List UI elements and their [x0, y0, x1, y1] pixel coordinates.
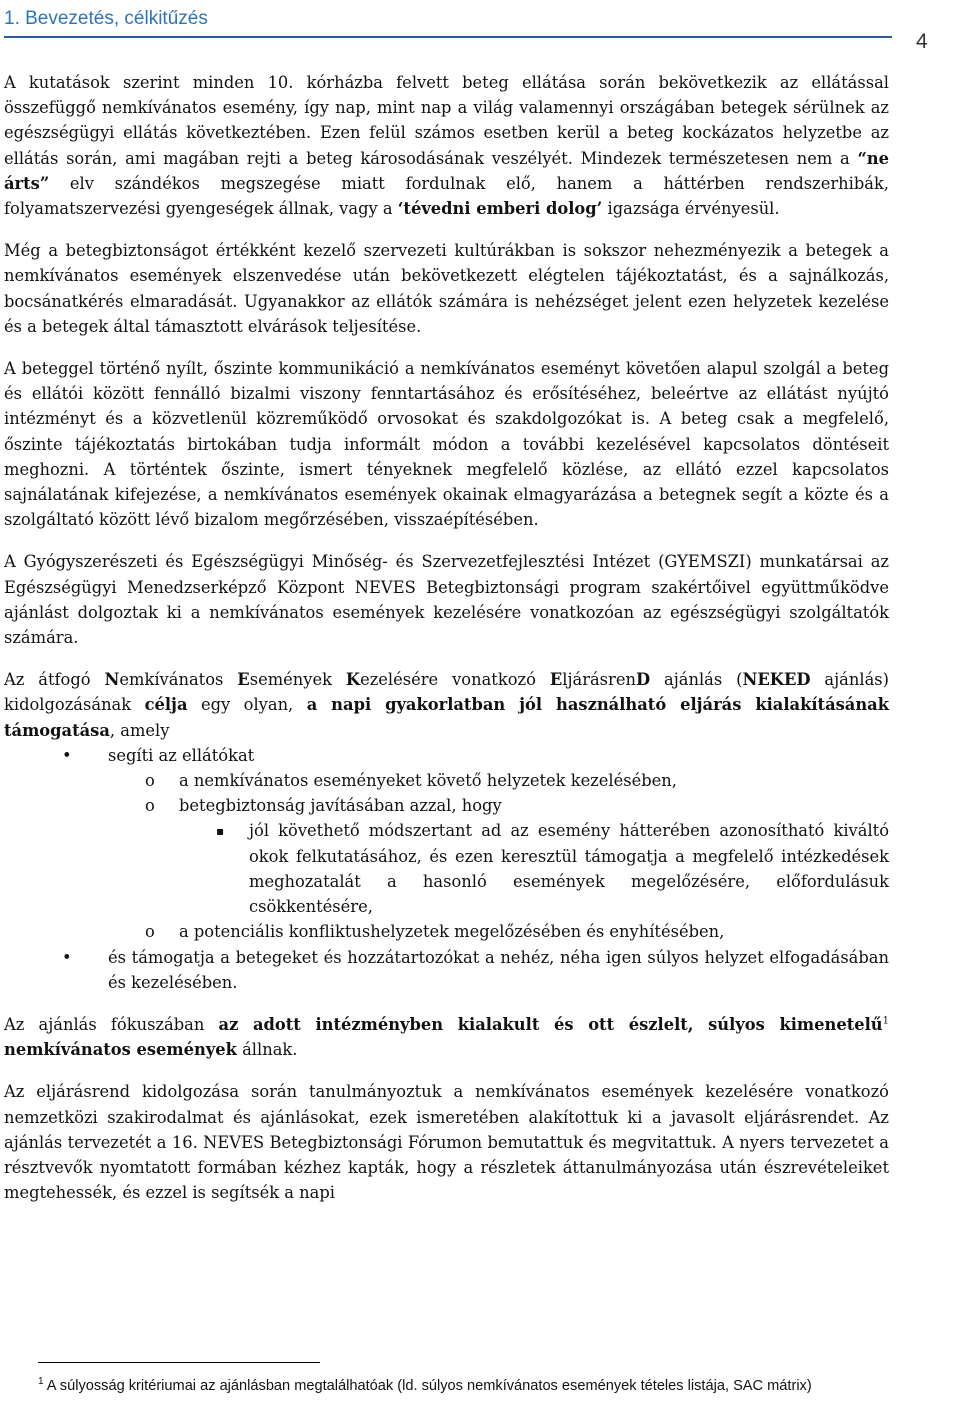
text-run: ljárásren	[562, 670, 636, 690]
bold-text: ‘tévedni emberi dolog’	[397, 199, 603, 219]
text-run: ajánlás (	[650, 670, 743, 690]
section-title: 1. Bevezetés, célkitűzés	[4, 8, 208, 29]
bullet-icon: •	[62, 947, 72, 967]
list-item	[4, 818, 889, 919]
list-item-text: a nemkívánatos eseményeket követő helyzetek kezelésében,	[179, 771, 677, 791]
text-run: , amely	[109, 720, 170, 740]
bold-text: NEKED	[742, 670, 811, 690]
square-bullet-icon: ▪	[216, 824, 225, 839]
list-item-text: jól követhető módszertant ad az esemény hátterében azonosítható kiváltó okok felkutatásához, és ezen keresztül támogatja a megfelelő intézkedések meghozatalát a hasonló események megelőzésére, előfordulásuk csökkentésére,	[249, 821, 889, 917]
bold-letter: E	[549, 670, 563, 690]
page-header	[4, 6, 892, 38]
paragraph-5	[4, 667, 889, 743]
list-item	[4, 945, 889, 995]
bold-letter: K	[345, 670, 361, 690]
list-item-text: és támogatja a betegeket és hozzátartozókat a nehéz, néha igen súlyos helyzet elfogadásában és kezelésében.	[108, 947, 889, 992]
page-number: 4	[916, 30, 928, 53]
text-run: ezelésére vonatkozó	[360, 670, 550, 690]
bold-letter: E	[237, 670, 250, 690]
circle-bullet-icon: o	[145, 771, 155, 791]
footnote-text: A súlyosság kritériumai az ajánlásban megtalálhatóak (ld. súlyos nemkívánatos események tételes listája, SAC mátrix)	[43, 1378, 812, 1394]
bold-text: nemkívánatos események	[4, 1040, 237, 1060]
bold-text: célja	[144, 695, 188, 715]
text-run: elv szándékos megszegése miatt fordulnak elő, hanem a háttérben rendszerhibák, folyamatszervezési gyengeségek állnak, vagy a	[4, 173, 889, 219]
footnote	[4, 1374, 889, 1398]
footnote-reference: 1	[882, 1015, 889, 1027]
list-item-text: segíti az ellátókat	[108, 745, 255, 765]
text-run: igazsága érvényesül.	[602, 199, 780, 219]
paragraph-4: A Gyógyszerészeti és Egészségügyi Minőség- és Szervezetfejlesztési Intézet (GYEMSZI) munkatársai az Egészségügyi Menedzserképző Központ NEVES Betegbiztonsági program szakértőivel együttműködve ajánlást dolgoztak ki a nemkívánatos események kezelésére vonatkozóan az egészségügyi szolgáltatók számára.	[4, 552, 889, 648]
list-item-text: betegbiztonság javításában azzal, hogy	[179, 796, 502, 816]
circle-bullet-icon: o	[145, 922, 155, 942]
goal-list	[4, 743, 889, 995]
list-item	[4, 743, 889, 945]
paragraph-2: Még a betegbiztonságot értékként kezelő szervezeti kultúrákban is sokszor nehezményezik a betegek a nemkívánatos események elszenvedése után bekövetkezett elégtelen tájékoztatást, és a sajnálkozás, bocsánatkérés elmaradását. Ugyanakkor az ellátók számára is nehézséget jelent ezen helyzetek kezelése és a betegek által támasztott elvárások teljesítése.	[4, 241, 889, 336]
paragraph-7: Az eljárásrend kidolgozása során tanulmányoztuk a nemkívánatos események kezelésére vonatkozó nemzetközi szakirodalmat és ajánlásokat, ezek ismeretében alakítottuk ki a javasolt eljárásrendet. Az ajánlás tervezetét a 16. NEVES Betegbiztonsági Fórumon bemutattuk és megvitattuk. A nyers tervezetet a résztvevők nyomtatott formában kézhez kapták, hogy a részletek áttanulmányozása után észrevételeiket megtehessék, és ezzel is segítsék a napi	[4, 1082, 889, 1203]
bold-letter: N	[104, 670, 120, 690]
footnote-number: 1	[38, 1376, 44, 1388]
text-run: emkívánatos	[119, 670, 238, 690]
bold-letter: D	[635, 670, 651, 690]
paragraph-1	[4, 70, 889, 221]
bullet-icon: •	[62, 745, 72, 765]
sub-sub-list	[4, 818, 889, 919]
paragraph-3: A beteggel történő nyílt, őszinte kommunikáció a nemkívánatos eseményt követően alapul szolgál a beteg és ellátói között fennálló bizalmi viszony fenntartásához és erősítéséhez, beleértve az ellátást nyújtó intézményt és a közvetlenül közreműködő orvosokat és szakdolgozókat is. A beteg csak a megfelelő, őszinte tájékoztatás birtokában tudja informált módon a további kezelésével kapcsolatos döntéseit meghozni. A történtek őszinte, ismert tényeknek megfelelő közlése, az ellátó ezzel kapcsolatos sajnálatának kifejezése, a nemkívánatos események okainak elmagyarázása a betegnek segít a közte és a szolgáltató között lévő bizalom megőrzésében, visszaépítésében.	[4, 359, 889, 530]
circle-bullet-icon: o	[145, 796, 155, 816]
text-run: Az ajánlás fókuszában	[4, 1014, 219, 1034]
list-item	[4, 919, 889, 944]
bold-text: a napi gyakorlatban jól használható eljárás kialakításának támogatása	[4, 695, 890, 740]
footnote-separator	[38, 1362, 320, 1363]
paragraph-6	[4, 1012, 889, 1062]
text-run: semények	[249, 670, 346, 690]
text-run: egy olyan,	[187, 695, 307, 715]
list-item-text: a potenciális konfliktushelyzetek megelőzésében és enyhítésében,	[179, 922, 725, 942]
document-body	[4, 70, 889, 1222]
text-run: ajánlás) kidolgozásának	[4, 670, 890, 715]
sub-list	[4, 768, 889, 944]
text-run: A kutatások szerint minden 10. kórházba felvett beteg ellátása során bekövetkezik az ellátással összefüggő nemkívánatos esemény, így nap, mint nap a világ valamennyi országában betegek sérülnek az egészségügyi ellátás következtében. Ezen felül számos esetben kerül a beteg kockázatos helyzetbe az ellátás során, ami magában rejti a beteg károsodásának veszélyét. Mindezek természetesen nem a	[4, 73, 889, 168]
bold-text: “ne árts”	[4, 148, 889, 193]
bold-text: az adott intézményben kialakult és ott észlelt, súlyos kimenetelű	[218, 1014, 883, 1034]
text-run: állnak.	[236, 1040, 298, 1060]
list-item	[4, 768, 889, 793]
text-run: Az átfogó	[4, 670, 105, 690]
list-item	[4, 793, 889, 919]
